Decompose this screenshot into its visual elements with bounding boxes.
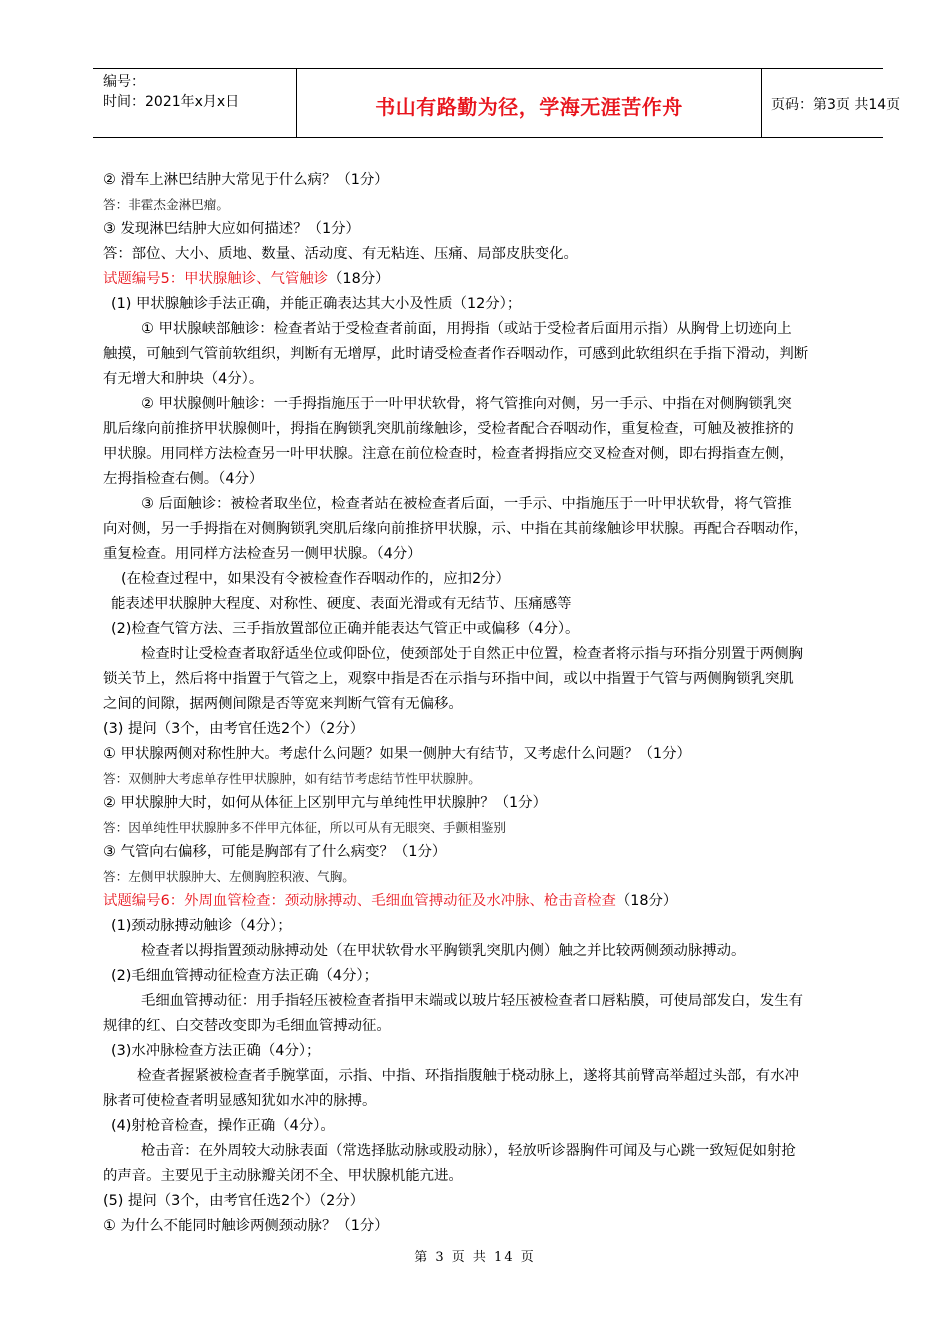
text-line: (1)颈动脉搏动触诊（4分）； — [111, 918, 292, 934]
text-line: ② 甲状腺侧叶触诊：一手拇指施压于一叶甲状软骨，将气管推向对侧，另一手示、中指在对侧胸锁乳突 — [141, 396, 792, 412]
text-line: ② 甲状腺肿大时，如何从体征上区别甲亢与单纯性甲状腺肿？（1分） — [103, 795, 547, 811]
text-line: (1) 甲状腺触诊手法正确，并能正确表达其大小及性质（12分）； — [111, 296, 522, 312]
text-line: 检查者握紧被检查者手腕掌面，示指、中指、环指指腹触于桡动脉上，遂将其前臂高举超过头部，有水冲 — [137, 1068, 799, 1084]
section-title: 试题编号5：甲状腺触诊、气管触诊 — [103, 271, 329, 287]
text-line: 能表述甲状腺肿大程度、对称性、硬度、表面光滑或有无结节、压痛感等 — [111, 596, 572, 612]
text-line: 有无增大和肿块（4分）。 — [103, 371, 264, 387]
text-line: 规律的红、白交替改变即为毛细血管搏动征。 — [103, 1018, 391, 1034]
header-motto-cell — [296, 69, 762, 137]
text-line: (4)射枪音检查，操作正确（4分）。 — [111, 1118, 335, 1134]
text-line: ① 为什么不能同时触诊两侧颈动脉？（1分） — [103, 1218, 389, 1234]
text-line: ① 甲状腺峡部触诊：检查者站于受检查者前面，用拇指（或站于受检者后面用示指）从胸骨上切迹向上 — [141, 321, 792, 337]
section-score: （18分） — [328, 271, 390, 287]
header-meta-cell — [93, 69, 296, 137]
text-line: 锁关节上，然后将中指置于气管之上，观察中指是否在示指与环指中间，或以中指置于气管与两侧胸锁乳突肌 — [103, 671, 794, 687]
text-line: 左拇指检查右侧。（4分） — [103, 471, 264, 487]
document-body — [103, 168, 883, 1239]
page-info: 页码：第3页 共14页 — [771, 97, 901, 113]
text-line: 重复检查。用同样方法检查另一侧甲状腺。（4分） — [103, 546, 422, 562]
text-line: 答：部位、大小、质地、数量、活动度、有无粘连、压痛、局部皮肤变化。 — [103, 246, 578, 262]
text-line: ③ 气管向右偏移，可能是胸部有了什么病变？（1分） — [103, 844, 447, 860]
answer-line: 答：双侧肿大考虑单存性甲状腺肿，如有结节考虑结节性甲状腺肿。 — [103, 771, 481, 786]
number-label: 编号： — [103, 74, 145, 90]
text-line: 枪击音：在外周较大动脉表面（常选择肱动脉或股动脉），轻放听诊器胸件可闻及与心跳一致短促如射抢 — [141, 1143, 796, 1159]
text-line: (2)毛细血管搏动征检查方法正确（4分）； — [111, 968, 378, 984]
section-title: 试题编号6：外周血管检查：颈动脉搏动、毛细血管搏动征及水冲脉、枪击音检查 — [103, 893, 616, 909]
text-line: 之间的间隙，据两侧间隙是否等宽来判断气管有无偏移。 — [103, 696, 463, 712]
text-line: 向对侧，另一手拇指在对侧胸锁乳突肌后缘向前推挤甲状腺，示、中指在其前缘触诊甲状腺。再配合吞咽动作， — [103, 521, 809, 537]
text-line: (3)水冲脉检查方法正确（4分）； — [111, 1043, 321, 1059]
text-line: ② 滑车上淋巴结肿大常见于什么病？（1分） — [103, 172, 389, 188]
text-line: ③ 后面触诊：被检者取坐位，检查者站在被检查者后面，一手示、中指施压于一叶甲状软骨，将气管推 — [141, 496, 792, 512]
text-line: (2)检查气管方法、三手指放置部位正确并能表达气管正中或偏移（4分）。 — [111, 621, 580, 637]
text-line: 的声音。主要见于主动脉瓣关闭不全、甲状腺机能亢进。 — [103, 1168, 463, 1184]
text-line: ① 甲状腺两侧对称性肿大。考虑什么问题？如果一侧肿大有结节，又考虑什么问题？（1分） — [103, 746, 691, 762]
header-page-cell — [761, 69, 901, 137]
section-score: （18分） — [615, 893, 678, 909]
time-label: 时间：2021年x月x日 — [103, 94, 240, 110]
text-line: 检查时让受检查者取舒适坐位或仰卧位，使颈部处于自然正中位置，检查者将示指与环指分别置于两侧胸 — [141, 646, 803, 662]
section-heading — [103, 889, 883, 914]
text-line: 甲状腺。用同样方法检查另一叶甲状腺。注意在前位检查时，检查者拇指应交叉检查对侧，即右拇指查左侧， — [103, 446, 794, 462]
text-line: 毛细血管搏动征：用手指轻压被检查者指甲末端或以玻片轻压被检查者口唇粘膜，可使局部发白，发生有 — [141, 993, 803, 1009]
motto: 书山有路勤为径，学海无涯苦作舟 — [375, 95, 683, 119]
text-line: (5) 提问（3个，由考官任选2个）（2分） — [103, 1193, 365, 1209]
text-line: 检查者以拇指置颈动脉搏动处（在甲状软骨水平胸锁乳突肌内侧）触之并比较两侧颈动脉搏动。 — [141, 943, 746, 959]
page-header — [93, 68, 901, 138]
answer-line: 答：非霍杰金淋巴瘤。 — [103, 197, 229, 212]
text-line: 肌后缘向前推挤甲状腺侧叶，拇指在胸锁乳突肌前缘触诊，受检者配合吞咽动作，重复检查，可触及被推挤的 — [103, 421, 794, 437]
page-footer: 第 3 页 共 14 页 — [414, 1250, 536, 1265]
text-line: 脉者可使检查者明显感知犹如水冲的脉搏。 — [103, 1093, 377, 1109]
answer-line: 答：因单纯性甲状腺肿多不伴甲亢体征，所以可从有无眼突、手颤相鉴别 — [103, 820, 506, 835]
answer-line: 答：左侧甲状腺肿大、左侧胸腔积液、气胸。 — [103, 869, 355, 884]
text-line: 触摸，可触到气管前软组织，判断有无增厚，此时请受检查者作吞咽动作，可感到此软组织在手指下滑动，判断 — [103, 346, 809, 362]
section-heading — [103, 267, 883, 292]
text-line: (在检查过程中，如果没有令被检查作吞咽动作的，应扣2分） — [121, 571, 510, 587]
text-line: (3) 提问（3个，由考官任选2个）（2分） — [103, 721, 365, 737]
text-line: ③ 发现淋巴结肿大应如何描述？（1分） — [103, 221, 360, 237]
